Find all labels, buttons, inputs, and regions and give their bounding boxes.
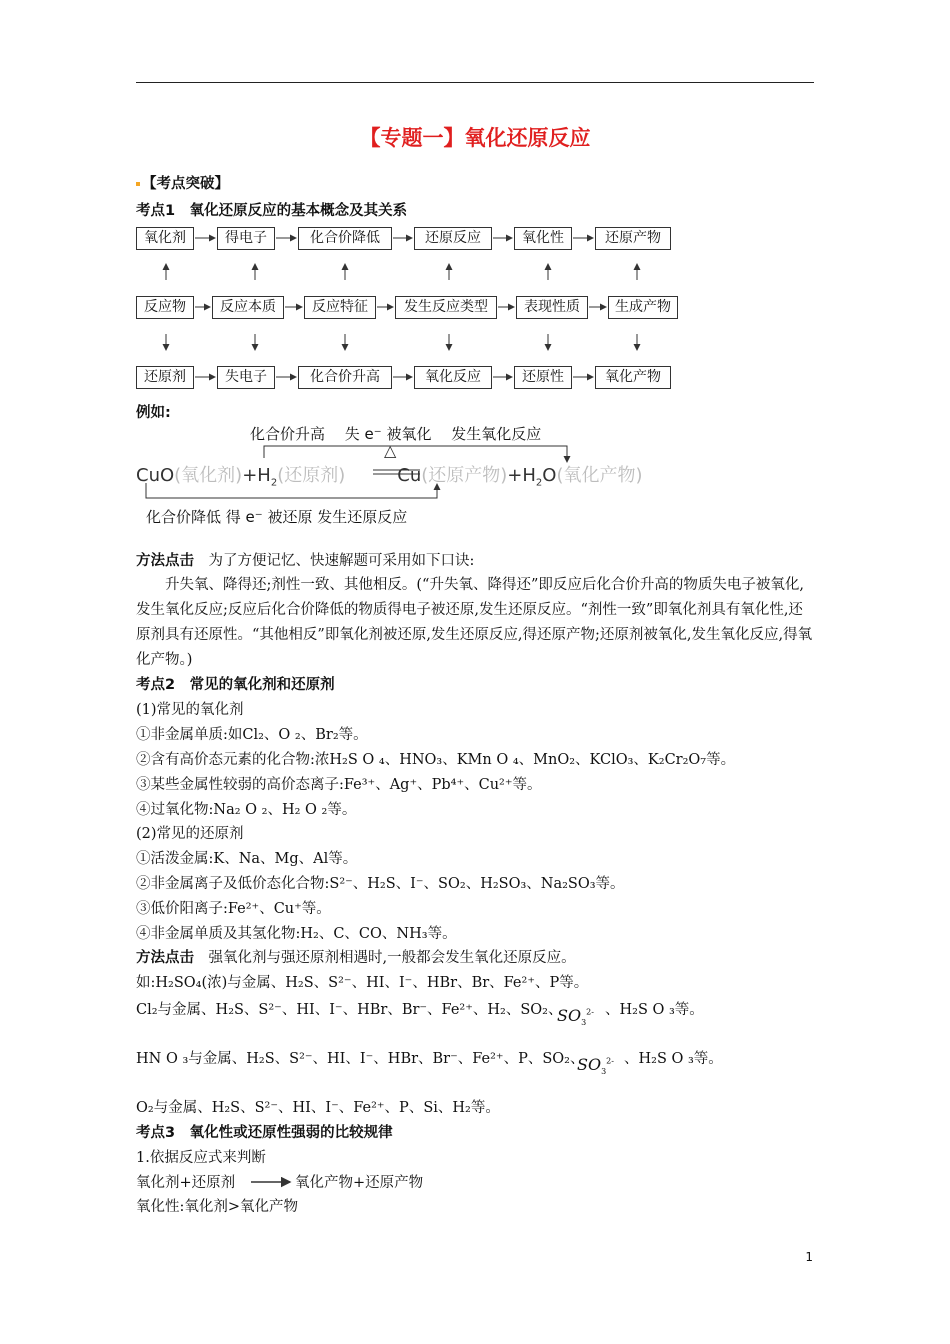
sulfite-ion-1: $SO_3^{2-}$: [557, 1006, 594, 1028]
rule-last: 氧化性:氧化剂>氧化产物: [136, 1199, 299, 1215]
example-label: 例如:: [136, 405, 171, 421]
flow-box-oxidizing: 氧化性: [514, 227, 572, 250]
flow-box-valence-up: 化合价升高: [298, 366, 392, 389]
method2-line: [136, 948, 576, 968]
rule-eq-left: 氧化剂+还原剂: [136, 1175, 236, 1191]
example-line-3: HN O ₃与金属、H₂S、S²⁻、HI、I⁻、HBr、Br⁻、Fe²⁺、P、SO₂、: [136, 1051, 585, 1067]
flow-box-product: 生成产物: [608, 296, 678, 319]
reductant-line-1: ①活泼金属:K、Na、Mg、Al等。: [136, 851, 358, 867]
flow-box-reaction-type: 发生反应类型: [395, 296, 497, 319]
example-top-note: 化合价升高 失 e⁻ 被氧化 发生氧化反应: [250, 425, 542, 443]
section-heading-text: 【考点突破】: [142, 176, 229, 192]
example-line-2: Cl₂与金属、H₂S、S²⁻、HI、I⁻、HBr、Br⁻、Fe²⁺、H₂、SO₂、: [136, 1002, 563, 1018]
rule-eq-right: 氧化产物+还原产物: [295, 1175, 424, 1191]
oxidant-line-3: ③某些金属性较弱的高价态离子:Fe³⁺、Ag⁺、Pb⁴⁺、Cu²⁺等。: [136, 777, 542, 793]
cuo-formula: CuO: [136, 465, 175, 486]
method1-label: 方法点击: [136, 553, 194, 569]
sulfite-ion-2: $SO_3^{2-}$: [577, 1055, 614, 1077]
flow-box-lose-electron: 失电子: [217, 366, 275, 389]
example-equation: [136, 461, 643, 489]
reductant-line-4: ④非金属单质及其氢化物:H₂、C、CO、NH₃等。: [136, 926, 457, 942]
example-line-1: 如:H₂SO₄(浓)与金属、H₂S、S²⁻、HI、I⁻、HBr、Br、Fe²⁺、P等。: [136, 975, 589, 991]
flow-box-gain-electron: 得电子: [217, 227, 275, 250]
method2-text: 强氧化剂与强还原剂相遇时,一般都会发生氧化还原反应。: [194, 950, 576, 966]
example-line-2-end: 、H₂S O ₃等。: [605, 1002, 704, 1018]
method2-label: 方法点击: [136, 950, 194, 966]
delta-sign: △: [384, 441, 397, 460]
plus-h: +H: [242, 465, 271, 486]
reductant-heading: (2)常见的还原剂: [136, 826, 244, 842]
plus-h2o: +H: [507, 465, 536, 486]
flow-box-essence: 反应本质: [212, 296, 284, 319]
cu-note: (还原产物): [421, 465, 508, 486]
flow-box-reactant: 反应物: [136, 296, 194, 319]
kp1-heading: 考点1 氧化还原反应的基本概念及其关系: [136, 203, 408, 219]
flow-box-reducing: 还原性: [514, 366, 572, 389]
flow-box-reductant: 还原剂: [136, 366, 194, 389]
flow-box-reduction-reaction: 还原反应: [414, 227, 492, 250]
method1-line: [136, 551, 474, 571]
o-formula: O: [542, 465, 557, 486]
flow-box-oxidation-reaction: 氧化反应: [414, 366, 492, 389]
kp2-heading: 考点2 常见的氧化剂和还原剂: [136, 677, 335, 693]
oxidant-heading: (1)常见的氧化剂: [136, 702, 244, 718]
flow-box-property: 表现性质: [516, 296, 588, 319]
example-line-4: O₂与金属、H₂S、S²⁻、HI、I⁻、Fe²⁺、P、Si、H₂等。: [136, 1100, 500, 1116]
h2o-note: (氧化产物): [556, 465, 643, 486]
flow-box-feature: 反应特征: [304, 296, 376, 319]
oxidant-line-4: ④过氧化物:Na₂ O ₂、H₂ O ₂等。: [136, 802, 357, 818]
oxidant-line-2: ②含有高价态元素的化合物:浓H₂S O ₄、HNO₃、KMn O ₄、MnO₂、KClO₃、K₂Cr₂O₇等。: [136, 752, 736, 768]
rule-1: 1.依据反应式来判断: [136, 1150, 266, 1166]
h2-subscript: 2: [270, 477, 278, 489]
example-bottom-note: 化合价降低 得 e⁻ 被还原 发生还原反应: [146, 508, 408, 526]
reductant-line-2: ②非金属离子及低价态化合物:S²⁻、H₂S、I⁻、SO₂、H₂SO₃、Na₂SO₃等。: [136, 876, 625, 892]
method1-paragraph: 升失氧、降得还;剂性一致、其他相反。(“升失氧、降得还”即反应后化合价升高的物质失电子被氧化,发生氧化反应;反应后化合价降低的物质得电子被还原,发生还原反应。“剂性一致”即氧化剂具有氧化性,还原剂具有还原性。“其他相反”即氧化剂被还原,发生还原反应,得还原产物;还原剂被氧化,发生氧化反应,得氧化产物。): [136, 577, 813, 668]
flow-box-reduction-product: 还原产物: [595, 227, 671, 250]
cuo-note: (氧化剂): [174, 465, 243, 486]
cu-formula: Cu: [397, 465, 422, 486]
method1-text: 为了方便记忆、快速解题可采用如下口诀:: [194, 553, 475, 569]
kp3-heading: 考点3 氧化性或还原性强弱的比较规律: [136, 1125, 393, 1141]
flow-box-valence-down: 化合价降低: [298, 227, 392, 250]
example-line-3-end: 、H₂S O ₃等。: [624, 1051, 723, 1067]
h2-note: (还原剂): [277, 465, 346, 486]
oxidant-line-1: ①非金属单质:如Cl₂、O ₂、Br₂等。: [136, 727, 368, 743]
flow-box-oxidant: 氧化剂: [136, 227, 194, 250]
page-title: 【专题一】氧化还原反应: [359, 126, 591, 150]
h2o-subscript: 2: [535, 477, 543, 489]
reductant-line-3: ③低价阳离子:Fe²⁺、Cu⁺等。: [136, 901, 331, 917]
page-number: 1: [805, 1250, 813, 1264]
flow-box-oxidation-product: 氧化产物: [595, 366, 671, 389]
